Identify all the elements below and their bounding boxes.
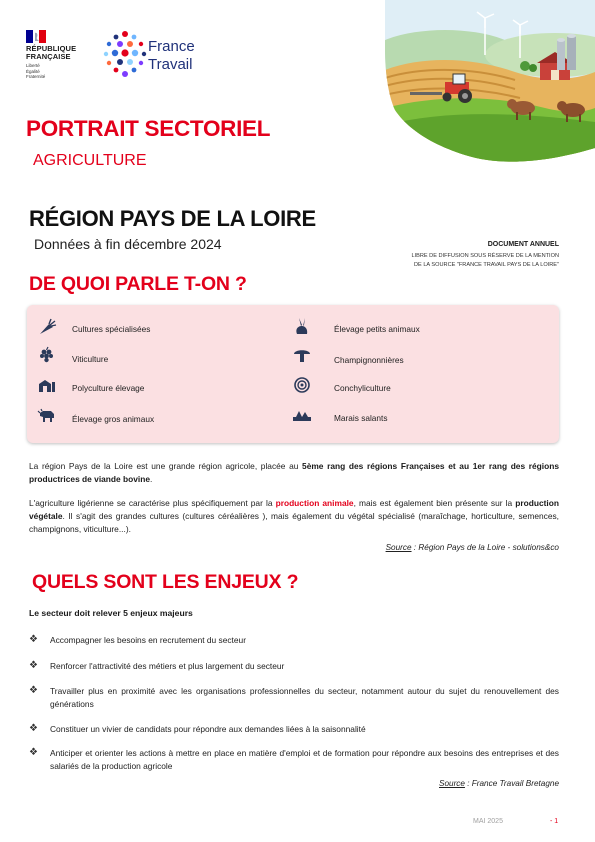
enjeux-subtitle: Le secteur doit relever 5 enjeux majeurs [29, 608, 193, 618]
cow-icon [37, 406, 57, 424]
farm-illustration [385, 0, 595, 165]
ft-name-line-1: France [148, 38, 195, 55]
republique-francaise-logo [26, 30, 92, 80]
category-label: Champignonnières [334, 355, 404, 365]
diffusion-mention: LIBRE DE DIFFUSION SOUS RÉSERVE DE LA MENTION DE LA SOURCE "FRANCE TRAVAIL PAYS DE LA LOIRE" [411, 253, 559, 268]
document-title: PORTRAIT SECTORIEL [26, 116, 271, 141]
production-paragraph: L'agriculture ligérienne se caractérise plus spécifiquement par la production animale, mais est également bien présente sur la production végétale. Il s'agit des grandes cultures (cultures céréalières ), mais également du végétal spécialisé (maraîchage, horticulture, semences, champignons, viticulture...). [29, 498, 559, 534]
ft-name-line-2: Travail [148, 56, 193, 73]
marianne-flag-icon [26, 30, 46, 43]
diamond-bullet-icon: ❖ [29, 660, 38, 671]
france-travail-dots-icon [103, 30, 147, 80]
document-type: DOCUMENT ANNUEL [487, 241, 559, 248]
publication-date: MAI 2025 [473, 818, 503, 825]
category-label: Conchyliculture [334, 383, 391, 393]
diamond-bullet-icon: ❖ [29, 685, 38, 696]
sector-subtitle: AGRICULTURE [33, 152, 147, 169]
category-label: Élevage gros animaux [72, 414, 155, 424]
source-citation-2: Source : France Travail Bretagne [439, 779, 559, 788]
diamond-bullet-icon: ❖ [29, 723, 38, 734]
source-citation-1: Source : Région Pays de la Loire - solutions&co [385, 543, 559, 552]
category-label: Polyculture élevage [72, 383, 145, 393]
region-title: RÉGION PAYS DE LA LOIRE [29, 206, 316, 231]
category-label: Cultures spécialisées [72, 324, 151, 334]
salt-marsh-icon [292, 405, 312, 423]
diamond-bullet-icon: ❖ [29, 747, 38, 758]
section-title-enjeux: QUELS SONT LES ENJEUX ? [32, 571, 299, 593]
rf-name-line-1: RÉPUBLIQUE [26, 44, 77, 53]
intro-paragraph: La région Pays de la Loire est une grande région agricole, placée au 5ème rang des régions Françaises et au 1er rang des régions productrices de viande bovine. [29, 461, 560, 484]
category-label: Viticulture [72, 354, 109, 364]
page-number: - 1 [550, 818, 559, 825]
data-date: Données à fin décembre 2024 [34, 236, 222, 252]
mushroom-icon [292, 346, 312, 364]
rf-motto: Liberté Égalité Fraternité [26, 63, 46, 79]
france-travail-logo [103, 30, 233, 80]
rf-name-line-2: FRANÇAISE [26, 52, 71, 61]
shell-icon [292, 376, 312, 394]
category-label: Marais salants [334, 413, 388, 423]
farm-icon [37, 376, 57, 394]
vegetables-icon [37, 318, 57, 336]
grapes-icon [37, 346, 57, 364]
category-label: Élevage petits animaux [334, 324, 420, 334]
categories-box [27, 305, 559, 443]
diamond-bullet-icon: ❖ [29, 634, 38, 645]
rabbit-icon [292, 317, 312, 335]
section-title-quoi: DE QUOI PARLE T-ON ? [29, 273, 247, 295]
